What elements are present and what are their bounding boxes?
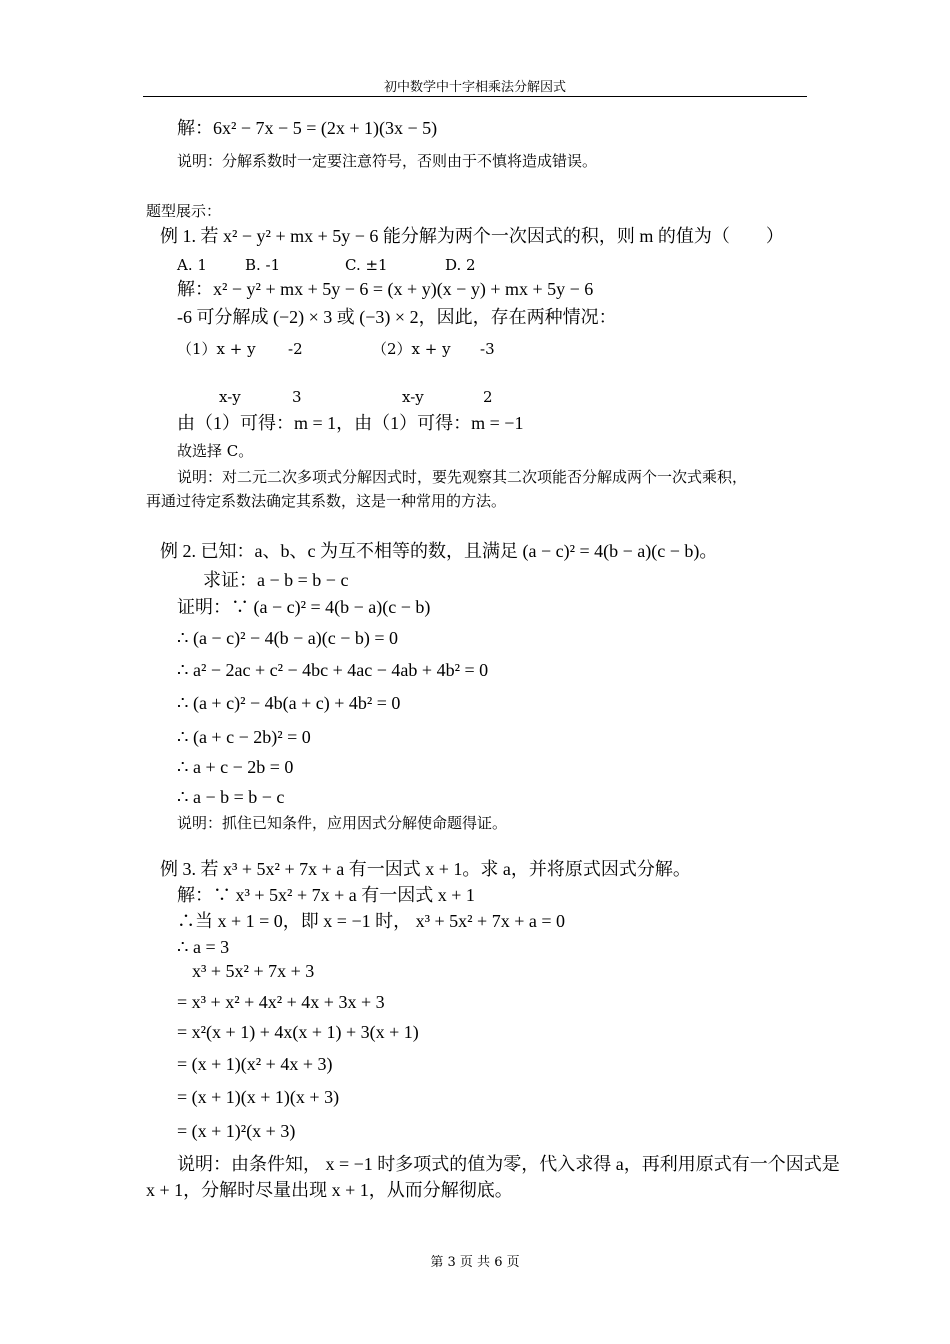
ex1-option-a: A. 1 (177, 256, 207, 274)
ex1-note-line2: 再通过待定系数法确定其系数，这是一种常用的方法。 (146, 492, 507, 510)
ex3-step-5: = x³ + x² + 4x² + 4x + 3x + 3 (177, 992, 385, 1012)
ex3-step-1: 解：∵ x³ + 5x² + 7x + a 有一因式 x + 1 (177, 885, 475, 905)
header-divider (143, 96, 807, 97)
ex1-question: 例 1. 若 x² − y² + mx + 5y − 6 能分解为两个一次因式的积，则 m 的值为（ ） (160, 226, 784, 246)
ex2-prove: 求证：a − b = b − c (203, 570, 349, 590)
ex1-case2-bottom-val: 2 (483, 388, 493, 406)
ex2-step-1: 证明：∵ (a − c)² = 4(b − a)(c − b) (177, 597, 431, 617)
ex2-step-3: ∴ a² − 2ac + c² − 4bc + 4ac − 4ab + 4b² = 0 (177, 660, 489, 680)
ex2-step-7: ∴ a − b = b − c (177, 787, 285, 807)
ex2-step-5: ∴ (a + c − 2b)² = 0 (177, 727, 311, 747)
ex3-note-line1: 说明：由条件知， x = −1 时多项式的值为零，代入求得 a，再利用原式有一个因式是 (177, 1154, 840, 1174)
ex3-step-8: = (x + 1)(x + 1)(x + 3) (177, 1087, 340, 1107)
ex3-step-9: = (x + 1)²(x + 3) (177, 1121, 296, 1141)
ex1-case1-top-val: -2 (288, 340, 303, 358)
intro-note: 说明：分解系数时一定要注意符号，否则由于不慎将造成错误。 (177, 152, 598, 170)
ex1-result: 由（1）可得：m = 1，由（1）可得：m = −1 (177, 413, 524, 433)
ex1-case1-bottom-val: 3 (292, 388, 302, 406)
ex1-case2-top-val: -3 (480, 340, 495, 358)
ex1-option-c: C. ±1 (345, 256, 388, 274)
ex1-note-line1: 说明：对二元二次多项式分解因式时，要先观察其二次项能否分解成两个一次式乘积， (177, 468, 748, 486)
page-header: 初中数学中十字相乘法分解因式 (383, 80, 566, 95)
ex3-step-6: = x²(x + 1) + 4x(x + 1) + 3(x + 1) (177, 1022, 419, 1042)
ex1-option-d: D. 2 (445, 256, 476, 274)
ex3-note-line2: x + 1，分解时尽量出现 x + 1，从而分解彻底。 (146, 1180, 513, 1200)
ex3-question: 例 3. 若 x³ + 5x² + 7x + a 有一因式 x + 1。求 a，并将原式因式分解。 (160, 859, 691, 879)
ex1-case1-bottom: x-y (219, 388, 241, 406)
ex3-step-4: x³ + 5x² + 7x + 3 (192, 961, 315, 981)
ex2-step-4: ∴ (a + c)² − 4b(a + c) + 4b² = 0 (177, 693, 401, 713)
section-title: 题型展示： (146, 202, 222, 220)
ex1-case2-bottom: x-y (402, 388, 424, 406)
page-footer: 第 3 页 共 6 页 (430, 1255, 520, 1270)
ex3-step-2: ∴当 x + 1 = 0，即 x = −1 时， x³ + 5x² + 7x + a = 0 (177, 911, 565, 931)
ex1-case2-top: （2）x + y (372, 340, 451, 358)
ex1-option-b: B. -1 (245, 256, 281, 274)
ex3-step-7: = (x + 1)(x² + 4x + 3) (177, 1054, 333, 1074)
ex1-solution: 解：x² − y² + mx + 5y − 6 = (x + y)(x − y) + mx + 5y − 6 (177, 279, 594, 299)
intro-solution: 解：6x² − 7x − 5 = (2x + 1)(3x − 5) (177, 118, 438, 138)
ex1-split: -6 可分解成 (−2) × 3 或 (−3) × 2，因此，存在两种情况： (177, 307, 617, 327)
ex1-choose: 故选择 C。 (177, 442, 254, 460)
ex2-note: 说明：抓住已知条件，应用因式分解使命题得证。 (177, 814, 508, 832)
ex3-step-3: ∴ a = 3 (177, 937, 230, 957)
ex2-question: 例 2. 已知：a、b、c 为互不相等的数，且满足 (a − c)² = 4(b − a)(c − b)。 (160, 541, 718, 561)
ex1-case1-top: （1）x + y (177, 340, 256, 358)
ex2-step-2: ∴ (a − c)² − 4(b − a)(c − b) = 0 (177, 628, 399, 648)
ex2-step-6: ∴ a + c − 2b = 0 (177, 757, 294, 777)
